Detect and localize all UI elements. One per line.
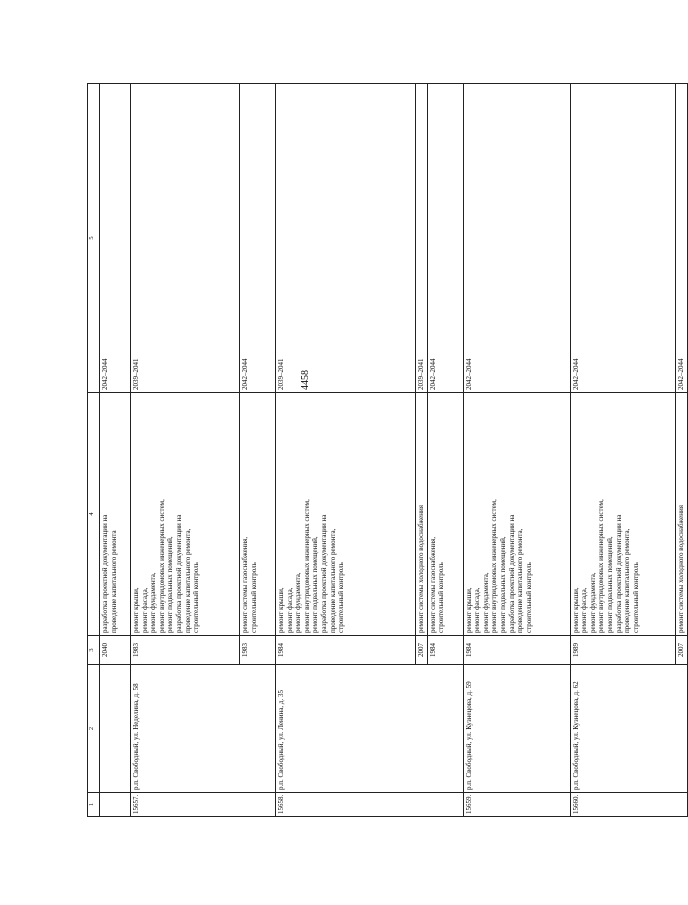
work-item: ремонт подвальных помещений,	[605, 536, 614, 633]
work-item: ремонт фундамента,	[149, 572, 158, 633]
work-item: ремонт фасада,	[473, 587, 482, 633]
period-cell: 2039–2041	[131, 84, 240, 393]
work-item: ремонт внутридомовых инженерных систем,	[302, 499, 311, 633]
work-item: строительный контроль	[437, 562, 446, 633]
table-row	[570, 84, 675, 817]
work-item: ремонт системы холодного водоснабжения	[417, 505, 425, 633]
work-item: ремонт подвальных помещений,	[166, 536, 175, 633]
column-header: 3	[88, 636, 100, 665]
work-item: строительный контроль	[524, 562, 533, 633]
period-cell: 2039–2041	[276, 84, 416, 393]
works-cell	[100, 393, 131, 636]
work-item: разработка проектной документации на	[101, 514, 109, 633]
work-item: ремонт фасада,	[580, 587, 589, 633]
period-cell: 2042–2044	[463, 84, 570, 393]
work-item: ремонт крыши,	[277, 587, 285, 633]
work-item: разработка проектной документации на	[319, 514, 328, 633]
work-item: ремонт крыши,	[132, 587, 140, 633]
work-item: ремонт фасада,	[285, 587, 294, 633]
capital-repair-table	[87, 83, 688, 817]
work-item: ремонт системы газоснабжения,	[428, 536, 437, 633]
work-item: строительный контроль	[192, 562, 201, 633]
column-number-row	[88, 84, 100, 817]
works-cell	[427, 393, 463, 636]
address-cell: р.п. Свободный, ул. Кузнецова, д. 62	[570, 665, 687, 793]
year-cell: 1984	[463, 636, 570, 665]
address-cell	[100, 665, 131, 793]
table-row	[100, 84, 131, 817]
work-item: разработка проектной документации на	[507, 514, 516, 633]
works-cell	[240, 393, 276, 636]
year-cell: 1984	[276, 636, 416, 665]
number-cell	[100, 793, 131, 817]
work-item: проведение капитального ремонта	[109, 530, 118, 633]
work-item: ремонт внутридомовых инженерных систем,	[157, 499, 166, 633]
year-cell: 1983	[240, 636, 276, 665]
column-header: 5	[88, 84, 100, 393]
year-cell: 2040	[100, 636, 131, 665]
period-cell: 2042–2044	[427, 84, 463, 393]
address-cell: р.п. Свободный, ул. Ленина, д. 35	[276, 665, 464, 793]
works-cell	[570, 393, 675, 636]
work-item: ремонт фундамента,	[588, 572, 597, 633]
year-cell: 1984	[427, 636, 463, 665]
rotated-table-container	[87, 84, 685, 817]
number-cell: 15660.	[570, 793, 687, 817]
work-item: строительный контроль	[249, 562, 258, 633]
page-number: 4458	[300, 370, 311, 390]
year-cell: 2007	[675, 636, 687, 665]
works-cell	[463, 393, 570, 636]
work-item: проведение капитального ремонта,	[183, 528, 192, 633]
column-header: 4	[88, 393, 100, 636]
year-cell: 1983	[131, 636, 240, 665]
period-cell: 2042–2044	[570, 84, 675, 393]
period-cell: 2042–2044	[240, 84, 276, 393]
table-row	[131, 84, 240, 817]
work-item: ремонт крыши,	[464, 587, 473, 633]
work-item: ремонт внутридомовых инженерных систем,	[597, 499, 606, 633]
work-item: ремонт подвальных помещений,	[498, 536, 507, 633]
column-header: 1	[88, 793, 100, 817]
works-cell	[416, 393, 428, 636]
work-item: ремонт фундамента,	[481, 572, 490, 633]
year-cell: 2007	[416, 636, 428, 665]
number-cell: 15657.	[131, 793, 276, 817]
table-row	[463, 84, 570, 817]
work-item: строительный контроль	[337, 562, 346, 633]
work-item: ремонт фундамента,	[294, 572, 303, 633]
works-cell	[675, 393, 687, 636]
year-cell: 1989	[570, 636, 675, 665]
period-cell: 2039–2041	[416, 84, 428, 393]
number-cell: 15659.	[463, 793, 570, 817]
work-item: ремонт фасада,	[140, 587, 149, 633]
work-item: строительный контроль	[631, 562, 640, 633]
work-item: ремонт крыши,	[571, 587, 580, 633]
work-item: ремонт системы газоснабжения,	[241, 536, 249, 633]
column-header: 2	[88, 665, 100, 793]
table-body	[100, 84, 688, 817]
work-item: ремонт внутридомовых инженерных систем,	[490, 499, 499, 633]
period-cell: 2042–2044	[100, 84, 131, 393]
table-row	[276, 84, 416, 817]
period-cell: 2042–2044	[675, 84, 687, 393]
work-item: ремонт подвальных помещений,	[311, 536, 320, 633]
work-item: проведение капитального ремонта,	[328, 528, 337, 633]
address-cell: р.п. Свободный, ул. Неделина, д. 58	[131, 665, 276, 793]
work-item: разработка проектной документации на	[614, 514, 623, 633]
number-cell: 15658.	[276, 793, 464, 817]
work-item: проведение капитального ремонта,	[516, 528, 525, 633]
work-item: разработка проектной документации на	[174, 514, 183, 633]
work-item: ремонт системы холодного водоснабжения	[676, 505, 685, 633]
work-item: проведение капитального ремонта,	[623, 528, 632, 633]
works-cell	[131, 393, 240, 636]
works-cell	[276, 393, 416, 636]
address-cell: р.п. Свободный, ул. Кузнецова, д. 59	[463, 665, 570, 793]
